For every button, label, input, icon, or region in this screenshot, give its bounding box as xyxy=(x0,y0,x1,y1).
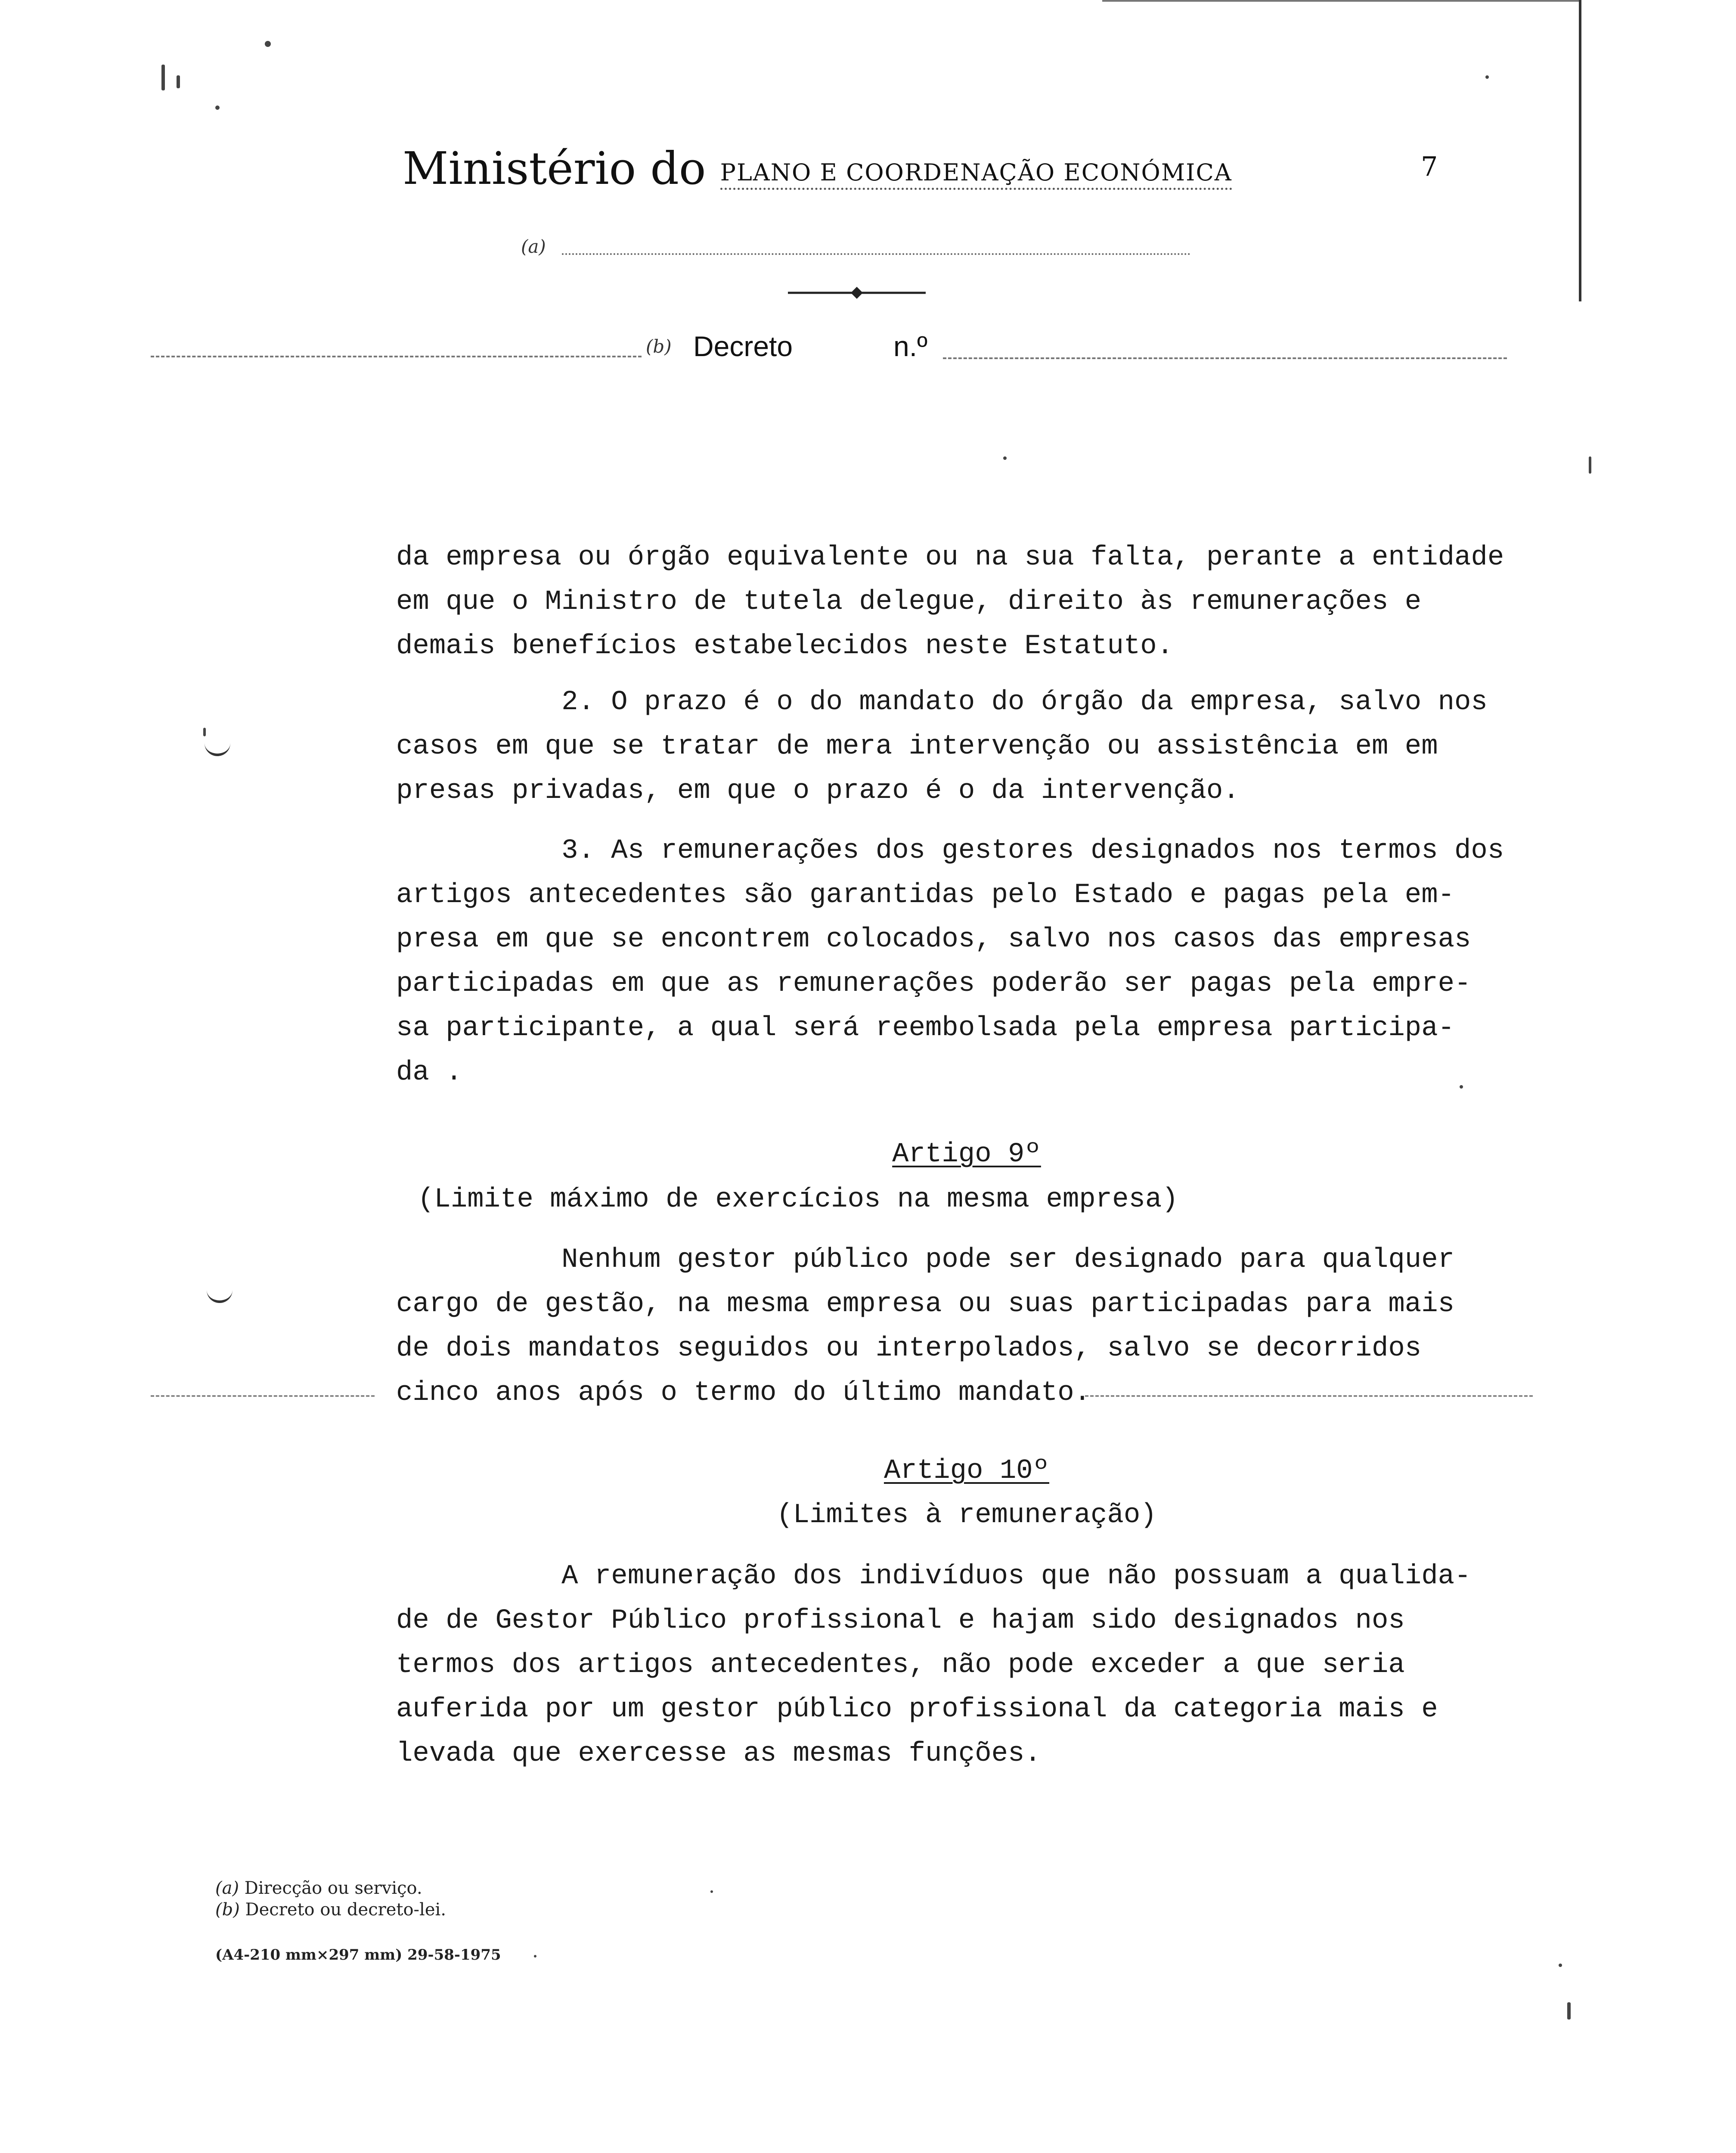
text-line: Nenhum gestor público pode ser designado para qualquer xyxy=(396,1244,1454,1275)
hole-punch-mark-icon xyxy=(207,1287,232,1303)
form-code: (A4-210 mm×297 mm) 29-58-1975 xyxy=(215,1946,501,1964)
text-line: 3. As remunerações dos gestores designados nos termos dos xyxy=(396,835,1504,866)
text-line: artigos antecedentes são garantidas pelo Estado e pagas pela em- xyxy=(396,880,1454,911)
text-line: participadas em que as remunerações poderão ser pagas pela empre- xyxy=(396,968,1471,999)
scan-speck xyxy=(215,105,220,110)
footnote-a-marker: (a) xyxy=(215,1878,239,1898)
scan-edge-top xyxy=(1102,0,1580,2)
hole-punch-mark-icon xyxy=(205,741,230,756)
decree-number-label: n.º xyxy=(893,330,928,362)
scan-speck xyxy=(1485,75,1489,79)
decree-b-label: (b) xyxy=(646,336,672,357)
footnote-a xyxy=(215,1877,446,1899)
text-line: sa participante, a qual será reembolsada pela empresa participa- xyxy=(396,1013,1454,1044)
scan-speck xyxy=(1003,456,1007,460)
ministry-department: PLANO E COORDENAÇÃO ECONÓMICA xyxy=(720,159,1232,190)
footnote-b-text: Decreto ou decreto-lei. xyxy=(245,1900,446,1920)
ministry-prefix: do xyxy=(650,142,706,195)
text-line: presa em que se encontrem colocados, salvo nos casos das empresas xyxy=(396,924,1471,955)
article-9-subtitle: (Limite máximo de exercícios na mesma empresa) xyxy=(418,1184,1178,1215)
decree-label: Decreto xyxy=(693,330,793,362)
text-line: da . xyxy=(396,1057,462,1088)
article-9-title xyxy=(396,1132,1537,1177)
text-line: em que o Ministro de tutela delegue, direito às remunerações e xyxy=(396,586,1422,617)
article-10-body xyxy=(396,1554,1537,1776)
scan-speck xyxy=(1567,2002,1571,2020)
text-line: A remuneração dos indivíduos que não possuam a qualida- xyxy=(396,1561,1471,1592)
field-a-label: (a) xyxy=(521,236,546,257)
scan-speck xyxy=(203,728,206,736)
text-line: da empresa ou órgão equivalente ou na sua falta, perante a entidade xyxy=(396,542,1504,573)
text-line: cinco anos após o termo do último mandato. xyxy=(396,1377,1091,1408)
text-line: cargo de gestão, na mesma empresa ou suas participadas para mais xyxy=(396,1289,1454,1320)
text-line: termos dos artigos antecedentes, não pode exceder a que seria xyxy=(396,1650,1405,1681)
diamond-rule-ornament-icon xyxy=(788,284,926,301)
text-line: de de Gestor Público profissional e hajam sido designados nos xyxy=(396,1605,1405,1636)
scan-edge-right xyxy=(1579,0,1581,301)
scan-speck xyxy=(710,1890,713,1893)
dashed-rule-left xyxy=(151,1395,375,1397)
decree-dash-left xyxy=(151,356,642,357)
text-line: 2. O prazo é o do mandato do órgão da empresa, salvo nos xyxy=(396,687,1488,718)
text-line: de dois mandatos seguidos ou interpolados, salvo se decorridos xyxy=(396,1333,1422,1364)
article-9-body xyxy=(396,1238,1537,1415)
footnote-b-marker: (b) xyxy=(215,1900,240,1920)
text-line: demais benefícios estabelecidos neste Estatuto. xyxy=(396,631,1174,662)
footnote-b xyxy=(215,1899,446,1920)
article-10-title-text: Artigo 10º xyxy=(884,1455,1050,1486)
decree-dash-right xyxy=(943,357,1507,359)
paragraph-1 xyxy=(396,536,1537,669)
scan-speck xyxy=(534,1955,536,1958)
scan-speck xyxy=(265,41,271,47)
scan-speck xyxy=(1589,456,1591,474)
text-line: casos em que se tratar de mera intervenção ou assistência em em xyxy=(396,731,1438,762)
text-line: presas privadas, em que o prazo é o da intervenção. xyxy=(396,776,1240,807)
page-number: 7 xyxy=(1421,151,1438,182)
ministry-word: Ministério xyxy=(403,142,636,195)
scan-speck xyxy=(1559,1964,1562,1967)
scan-speck xyxy=(161,65,165,90)
scan-speck xyxy=(177,75,180,88)
footnotes xyxy=(215,1877,446,1920)
paragraph-3 xyxy=(396,829,1537,1095)
article-10-title xyxy=(396,1449,1537,1493)
text-line: auferida por um gestor público profissional da categoria mais e xyxy=(396,1694,1438,1725)
text-line: levada que exercesse as mesmas funções. xyxy=(396,1738,1041,1769)
article-10-subtitle: (Limites à remuneração) xyxy=(776,1500,1157,1531)
dashed-rule-right xyxy=(1085,1395,1533,1397)
ministry-title xyxy=(403,142,1232,195)
field-a-dotted-line xyxy=(562,253,1190,255)
paragraph-2 xyxy=(396,680,1537,813)
article-9-title-text: Artigo 9º xyxy=(892,1139,1041,1170)
decree-line xyxy=(0,326,1516,369)
footnote-a-text: Direcção ou serviço. xyxy=(244,1878,422,1898)
